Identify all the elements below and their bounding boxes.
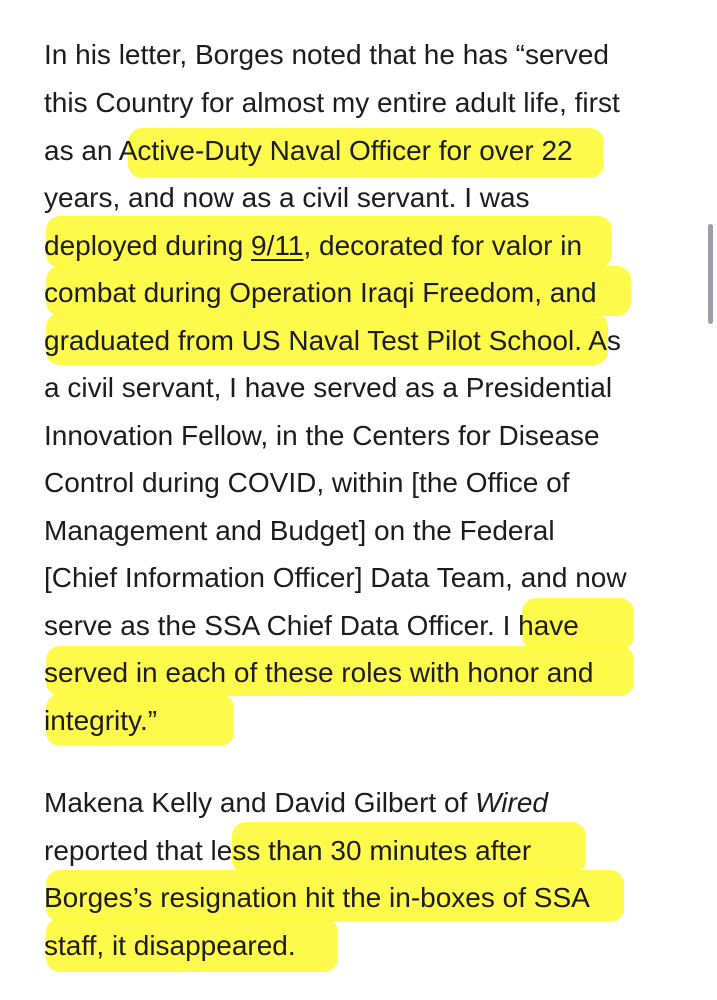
text-line: Innovation Fellow, in the Centers for Disease xyxy=(44,420,600,451)
text-line: reported that less than 30 minutes after xyxy=(44,835,532,866)
text-line: this Country for almost my entire adult life, first xyxy=(44,87,620,118)
text-line: integrity.” xyxy=(44,705,158,736)
text-line: a civil servant, I have served as a Presidential xyxy=(44,372,613,403)
text-line: combat during Operation Iraqi Freedom, and xyxy=(44,277,597,308)
text-line: staff, it disappeared. xyxy=(44,930,296,961)
text-line: Management and Budget] on the Federal xyxy=(44,515,555,546)
text-line: as an Active-Duty Naval Officer for over 22 xyxy=(44,135,573,166)
vertical-scrollbar[interactable] xyxy=(708,224,713,324)
text-line: served in each of these roles with honor and xyxy=(44,657,594,688)
text-line: graduated from US Naval Test Pilot School. As xyxy=(44,325,621,356)
text-segment: Makena Kelly and David Gilbert of xyxy=(44,787,476,818)
text-line xyxy=(44,222,582,270)
text-segment: deployed during xyxy=(44,230,252,261)
publication-name: Wired xyxy=(475,787,548,818)
text-line: [Chief Information Officer] Data Team, and now xyxy=(44,562,627,593)
text-segment: , decorated for valor in xyxy=(303,230,583,261)
text-line: Borges’s resignation hit the in-boxes of SSA xyxy=(44,882,590,913)
text-line: In his letter, Borges noted that he has “served xyxy=(44,39,610,70)
text-line: years, and now as a civil servant. I was xyxy=(44,182,530,213)
text-line xyxy=(44,779,548,827)
text-line: serve as the SSA Chief Data Officer. I have xyxy=(44,610,579,641)
text-line: Control during COVID, within [the Office of xyxy=(44,467,570,498)
date-link-9-11[interactable]: 9/11 xyxy=(251,230,304,261)
